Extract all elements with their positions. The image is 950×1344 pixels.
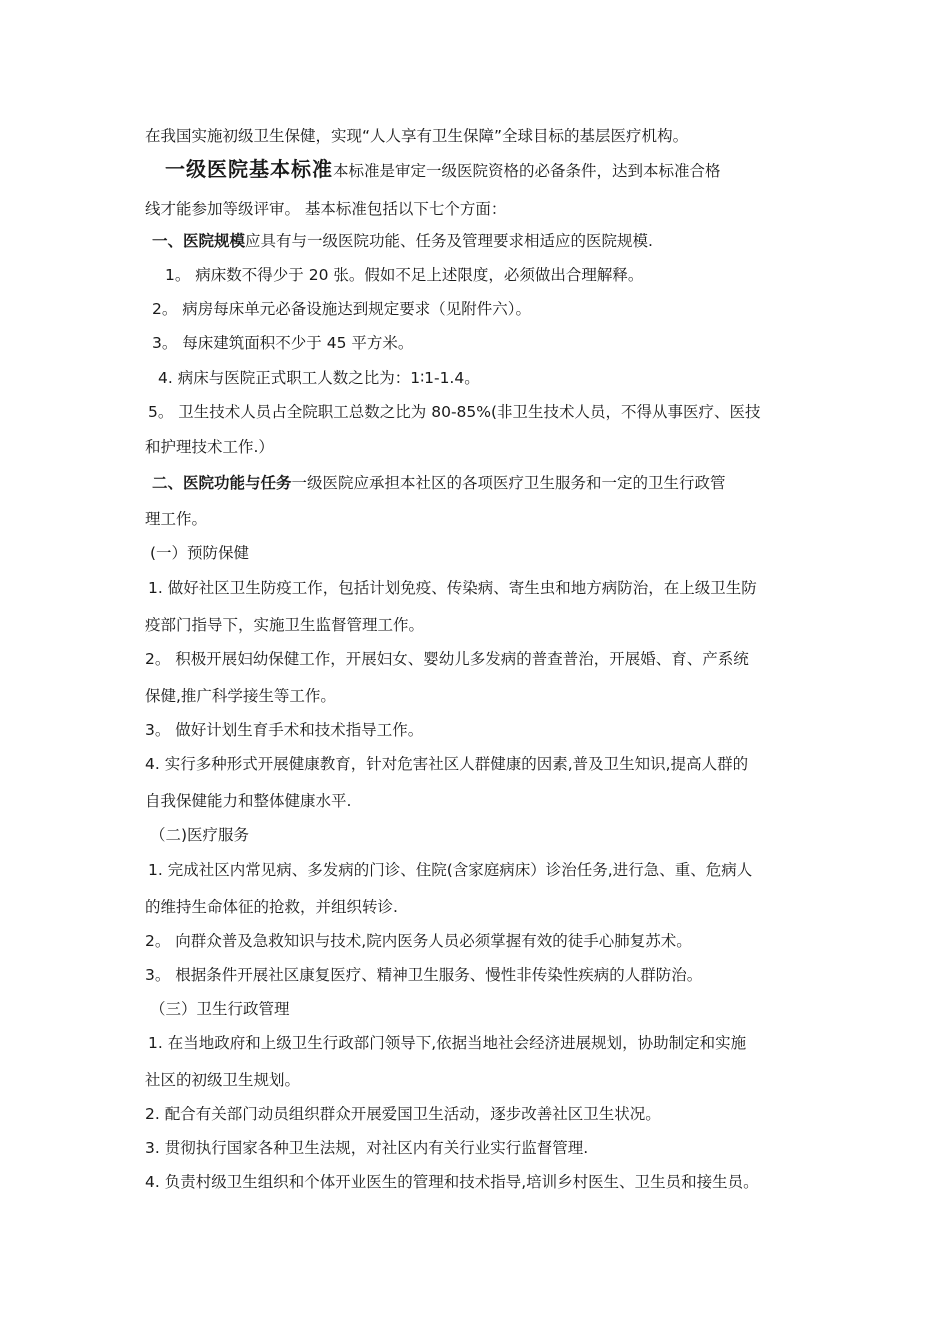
list-item: 3。 每床建筑面积不少于 45 平方米。 xyxy=(152,334,414,352)
list-item: 4. 负责村级卫生组织和个体开业医生的管理和技术指导,培训乡村医生、卫生员和接生员。 xyxy=(145,1173,759,1191)
list-item-cont: 疫部门指导下，实施卫生监督管理工作。 xyxy=(145,616,425,634)
document-title: 一级医院基本标准 xyxy=(165,157,333,181)
list-item: 3. 贯彻执行国家各种卫生法规，对社区内有关行业实行监督管理. xyxy=(145,1139,589,1157)
list-item: 3。 做好计划生育手术和技术指导工作。 xyxy=(145,721,424,739)
intro-line: 在我国实施初级卫生保健，实现“人人享有卫生保障”全球目标的基层医疗机构。 xyxy=(145,127,689,145)
section2-line xyxy=(152,472,726,494)
list-item: 2。 病房每床单元必备设施达到规定要求（见附件六）。 xyxy=(152,300,532,318)
section1-text: 应具有与一级医院功能、任务及管理要求相适应的医院规模. xyxy=(245,232,653,250)
standard-intro-cont: 线才能参加等级评审。 基本标准包括以下七个方面： xyxy=(145,200,507,218)
list-item-cont: 和护理技术工作.） xyxy=(145,438,274,456)
standard-intro-text: 本标准是审定一级医院资格的必备条件，达到本标准合格 xyxy=(333,162,721,180)
list-item: 1. 在当地政府和上级卫生行政部门领导下,依据当地社会经济进展规划，协助制定和实施 xyxy=(148,1034,747,1052)
list-item-cont: 保健,推广科学接生等工作。 xyxy=(145,687,336,705)
standard-heading-line xyxy=(165,158,721,182)
list-item: 4. 病床与医院正式职工人数之比为：1∶1-1.4。 xyxy=(158,369,480,387)
section2-heading: 二、医院功能与任务 xyxy=(152,474,292,492)
list-item: 1. 完成社区内常见病、多发病的门诊、住院(含家庭病床）诊治任务,进行急、重、危病人 xyxy=(148,861,753,879)
section2-text: 一级医院应承担本社区的各项医疗卫生服务和一定的卫生行政管 xyxy=(291,474,726,492)
subsection-heading: (一）预防保健 xyxy=(150,544,250,562)
list-item: 2。 积极开展妇幼保健工作，开展妇女、婴幼儿多发病的普查普治，开展婚、育、产系统 xyxy=(145,650,749,668)
list-item: 4. 实行多种形式开展健康教育，针对危害社区人群健康的因素,普及卫生知识,提高人群的 xyxy=(145,755,749,773)
list-item: 5。 卫生技术人员占全院职工总数之比为 80-85%(非卫生技术人员，不得从事医疗、医技 xyxy=(148,403,761,421)
list-item: 1。 病床数不得少于 20 张。假如不足上述限度，必须做出合理解释。 xyxy=(165,266,644,284)
list-item-cont: 自我保健能力和整体健康水平. xyxy=(145,792,352,810)
list-item-cont: 社区的初级卫生规划。 xyxy=(145,1071,301,1089)
list-item-cont: 的维持生命体征的抢救，并组织转诊. xyxy=(145,898,398,916)
list-item: 2。 向群众普及急救知识与技术,院内医务人员必须掌握有效的徒手心肺复苏术。 xyxy=(145,932,692,950)
subsection-heading: （三）卫生行政管理 xyxy=(150,1000,290,1018)
section2-text-cont: 理工作。 xyxy=(145,510,208,528)
list-item: 2. 配合有关部门动员组织群众开展爱国卫生活动，逐步改善社区卫生状况。 xyxy=(145,1105,661,1123)
section1-line xyxy=(152,230,653,252)
subsection-heading: （二)医疗服务 xyxy=(150,826,250,844)
list-item: 3。 根据条件开展社区康复医疗、精神卫生服务、慢性非传染性疾病的人群防治。 xyxy=(145,966,703,984)
list-item: 1. 做好社区卫生防疫工作，包括计划免疫、传染病、寄生虫和地方病防治，在上级卫生防 xyxy=(148,579,757,597)
section1-heading: 一、医院规模 xyxy=(152,232,246,250)
